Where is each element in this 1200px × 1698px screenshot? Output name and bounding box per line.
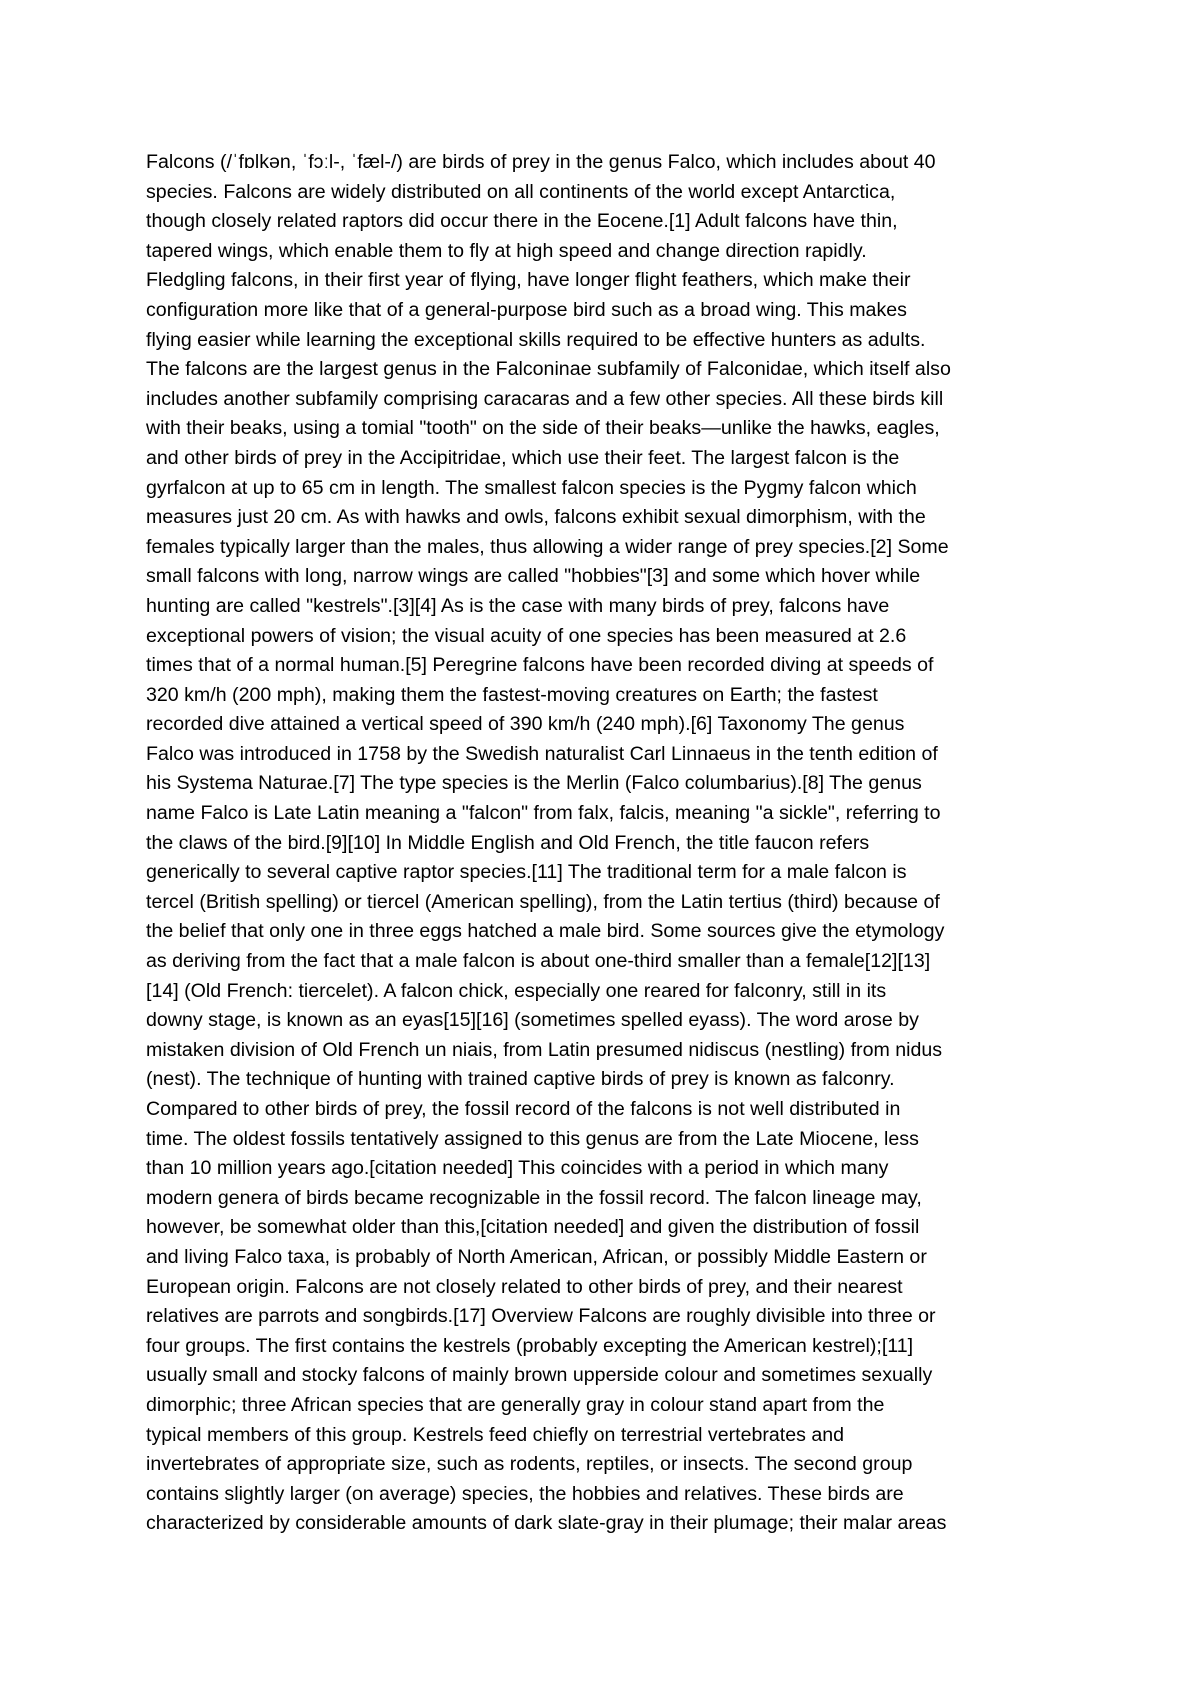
- text-line: hunting are called "kestrels".[3][4] As is the case with many birds of prey, falcons have: [146, 594, 890, 617]
- text-line: generically to several captive raptor species.[11] The traditional term for a male falcon is: [146, 861, 907, 884]
- text-line: flying easier while learning the exceptional skills required to be effective hunters as adults.: [146, 328, 926, 351]
- text-line: small falcons with long, narrow wings are called "hobbies"[3] and some which hover while: [146, 565, 921, 588]
- text-line: dimorphic; three African species that are generally gray in colour stand apart from the: [146, 1393, 885, 1416]
- text-line: tapered wings, which enable them to fly at high speed and change direction rapidly.: [146, 239, 867, 262]
- body-paragraph: [146, 148, 1066, 1539]
- text-line: and other birds of prey in the Accipitridae, which use their feet. The largest falcon is the: [146, 446, 900, 469]
- text-line: includes another subfamily comprising caracaras and a few other species. All these birds kill: [146, 387, 944, 410]
- text-line: females typically larger than the males, thus allowing a wider range of prey species.[2] Some: [146, 535, 949, 558]
- text-line: mistaken division of Old French un niais, from Latin presumed nidiscus (nestling) from nidus: [146, 1038, 943, 1061]
- text-line: as deriving from the fact that a male falcon is about one-third smaller than a female[12][13]: [146, 950, 931, 973]
- text-line: name Falco is Late Latin meaning a "falcon" from falx, falcis, meaning "a sickle", referring to: [146, 802, 941, 825]
- text-line: modern genera of birds became recognizable in the fossil record. The falcon lineage may,: [146, 1186, 922, 1209]
- text-line: The falcons are the largest genus in the Falconinae subfamily of Falconidae, which itself also: [146, 358, 951, 381]
- text-line: Falcons (/ˈfɒlkən, ˈfɔːl-, ˈfæl-/) are birds of prey in the genus Falco, which includes about 40: [146, 151, 936, 173]
- text-line: European origin. Falcons are not closely related to other birds of prey, and their nearest: [146, 1275, 903, 1298]
- text-line: however, be somewhat older than this,[citation needed] and given the distribution of fossil: [146, 1216, 920, 1239]
- text-line: configuration more like that of a general-purpose bird such as a broad wing. This makes: [146, 298, 907, 321]
- text-line: usually small and stocky falcons of mainly brown upperside colour and sometimes sexually: [146, 1364, 933, 1387]
- text-line: recorded dive attained a vertical speed of 390 km/h (240 mph).[6] Taxonomy The genus: [146, 713, 905, 736]
- text-line: time. The oldest fossils tentatively assigned to this genus are from the Late Miocene, less: [146, 1127, 919, 1150]
- text-line: than 10 million years ago.[citation needed] This coincides with a period in which many: [146, 1157, 889, 1180]
- text-line: Compared to other birds of prey, the fossil record of the falcons is not well distributed in: [146, 1098, 901, 1120]
- text-line: times that of a normal human.[5] Peregrine falcons have been recorded diving at speeds of: [146, 654, 934, 677]
- text-line: Falco was introduced in 1758 by the Swedish naturalist Carl Linnaeus in the tenth edition of: [146, 742, 938, 765]
- text-line: with their beaks, using a tomial "tooth" on the side of their beaks—unlike the hawks, eagles,: [146, 417, 940, 440]
- text-line: [14] (Old French: tiercelet). A falcon chick, especially one reared for falconry, still in its: [146, 979, 887, 1002]
- text-line: contains slightly larger (on average) species, the hobbies and relatives. These birds are: [146, 1482, 904, 1505]
- text-line: 320 km/h (200 mph), making them the fastest-moving creatures on Earth; the fastest: [146, 683, 878, 706]
- text-line: though closely related raptors did occur there in the Eocene.[1] Adult falcons have thin,: [146, 210, 898, 233]
- text-line: characterized by considerable amounts of dark slate-gray in their plumage; their malar areas: [146, 1512, 947, 1535]
- text-line: four groups. The first contains the kestrels (probably excepting the American kestrel);[11]: [146, 1334, 914, 1357]
- text-line: exceptional powers of vision; the visual acuity of one species has been measured at 2.6: [146, 624, 907, 647]
- text-line: (nest). The technique of hunting with trained captive birds of prey is known as falconry.: [146, 1068, 895, 1091]
- text-line: measures just 20 cm. As with hawks and owls, falcons exhibit sexual dimorphism, with the: [146, 506, 926, 529]
- text-line: gyrfalcon at up to 65 cm in length. The smallest falcon species is the Pygmy falcon which: [146, 476, 917, 499]
- text-line: the belief that only one in three eggs hatched a male bird. Some sources give the etymology: [146, 920, 945, 943]
- text-line: downy stage, is known as an eyas[15][16] (sometimes spelled eyass). The word arose by: [146, 1009, 919, 1032]
- text-line: the claws of the bird.[9][10] In Middle English and Old French, the title faucon refers: [146, 831, 870, 854]
- text-line: invertebrates of appropriate size, such as rodents, reptiles, or insects. The second group: [146, 1453, 913, 1476]
- text-line: and living Falco taxa, is probably of North American, African, or possibly Middle Eastern or: [146, 1245, 927, 1268]
- text-line: species. Falcons are widely distributed on all continents of the world except Antarctica,: [146, 180, 896, 203]
- text-line: tercel (British spelling) or tiercel (American spelling), from the Latin tertius (third) because of: [146, 890, 940, 913]
- text-line: his Systema Naturae.[7] The type species is the Merlin (Falco columbarius).[8] The genus: [146, 772, 922, 795]
- text-line: relatives are parrots and songbirds.[17] Overview Falcons are roughly divisible into three or: [146, 1305, 936, 1328]
- text-line: Fledgling falcons, in their first year of flying, have longer flight feathers, which make their: [146, 269, 911, 292]
- text-line: typical members of this group. Kestrels feed chiefly on terrestrial vertebrates and: [146, 1423, 845, 1446]
